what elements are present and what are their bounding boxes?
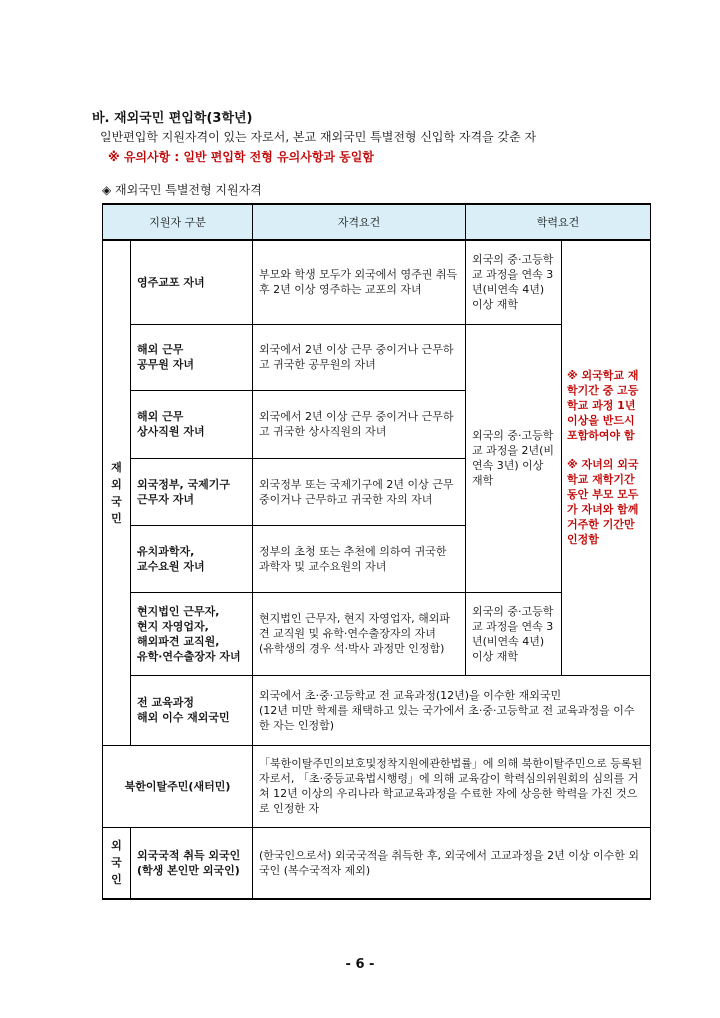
header-education: 학력요건 <box>466 204 651 240</box>
caution-note: ※ 유의사항 : 일반 편입학 전형 유의사항과 동일함 <box>108 150 374 164</box>
row-qualification: 부모와 학생 모두가 외국에서 영주권 취득 후 2년 이상 영주하는 교포의 자녀 <box>253 240 466 324</box>
row-qualification: (한국인으로서) 외국국적을 취득한 후, 외국에서 고교과정을 2년 이상 이수한 외국인 (복수국적자 제외) <box>253 827 651 899</box>
row-label: 전 교육과정 해외 이수 재외국민 <box>131 675 253 745</box>
row-qualification: 현지법인 근무자, 현지 자영업자, 해외파견 교직원 및 유학·연수출장자의 자녀 (유학생의 경우 석·박사 과정만 인정함) <box>253 592 466 675</box>
page-number: - 6 - <box>345 957 375 972</box>
row-qualification: 외국에서 초·중·고등학교 전 교육과정(12년)을 이수한 재외국민 (12년 미만 학제를 채택하고 있는 국가에서 초·중·고등학교 전 교육과정을 이수한 자는 인정함) <box>253 675 651 745</box>
table-row <box>103 827 651 899</box>
row-label: 유치과학자, 교수요원 자녀 <box>131 525 253 592</box>
row-label: 해외 근무 공무원 자녀 <box>131 324 253 390</box>
group-overseas-korean: 재외국민 <box>103 240 131 745</box>
table-row <box>103 675 651 745</box>
header-qualification: 자격요건 <box>253 204 466 240</box>
row-qualification: 정부의 초청 또는 추천에 의하여 귀국한 과학자 및 교수요원의 자녀 <box>253 525 466 592</box>
row-qualification: 외국에서 2년 이상 근무 중이거나 근무하고 귀국한 상사직원의 자녀 <box>253 390 466 458</box>
table-subheading: ◈ 재외국민 특별전형 지원자격 <box>102 183 262 197</box>
row-education-shared: 외국의 중·고등학교 과정을 2년(비연속 3년) 이상 재학 <box>466 324 562 592</box>
row-label: 영주교포 자녀 <box>131 240 253 324</box>
side-note-1: ※ 외국학교 재학기간 중 고등학교 과정 1년 이상을 반드시 포함하여야 함 <box>567 369 639 443</box>
side-note-2: ※ 자녀의 외국학교 재학기간 동안 부모 모두가 자녀와 함께 거주한 기간만 인정함 <box>567 458 639 547</box>
row-qualification: 외국정부 또는 국제기구에 2년 이상 근무 중이거나 근무하고 귀국한 자의 자녀 <box>253 458 466 525</box>
row-label: 외국정부, 국제기구 근무자 자녀 <box>131 458 253 525</box>
table-row <box>103 240 651 324</box>
side-notes <box>562 240 651 675</box>
row-label: 현지법인 근무자, 현지 자영업자, 해외파견 교직원, 유학·연수출장자 자녀 <box>131 592 253 675</box>
row-education: 외국의 중·고등학교 과정을 연속 3년(비연속 4년) 이상 재학 <box>466 592 562 675</box>
row-label: 외국국적 취득 외국인 (학생 본인만 외국인) <box>131 827 253 899</box>
row-qualification: 「북한이탈주민의보호및정착지원에관한법률」에 의해 북한이탈주민으로 등록된 자로서, 「초·중등교육법시행령」에 의해 교육감이 학력심의위원회의 심의를 거쳐 12년 이상의 우리나라 학교교육과정을 수료한 자에 상응한 학력을 가진 것으로 인정한 자 <box>253 745 651 827</box>
group-foreigner: 외국인 <box>103 827 131 899</box>
table-header-row <box>103 204 651 240</box>
table-row <box>103 745 651 827</box>
eligibility-table <box>102 203 651 900</box>
row-education: 외국의 중·고등학교 과정을 연속 3년(비연속 4년) 이상 재학 <box>466 240 562 324</box>
row-qualification: 외국에서 2년 이상 근무 중이거나 근무하고 귀국한 공무원의 자녀 <box>253 324 466 390</box>
intro-text: 일반편입학 지원자격이 있는 자로서, 본교 재외국민 특별전형 신입학 자격을 갖춘 자 <box>100 130 537 144</box>
header-applicant-type: 지원자 구분 <box>103 204 253 240</box>
row-label: 북한이탈주민(새터민) <box>103 745 253 827</box>
section-heading: 바. 재외국민 편입학(3학년) <box>92 111 253 126</box>
row-label: 해외 근무 상사직원 자녀 <box>131 390 253 458</box>
